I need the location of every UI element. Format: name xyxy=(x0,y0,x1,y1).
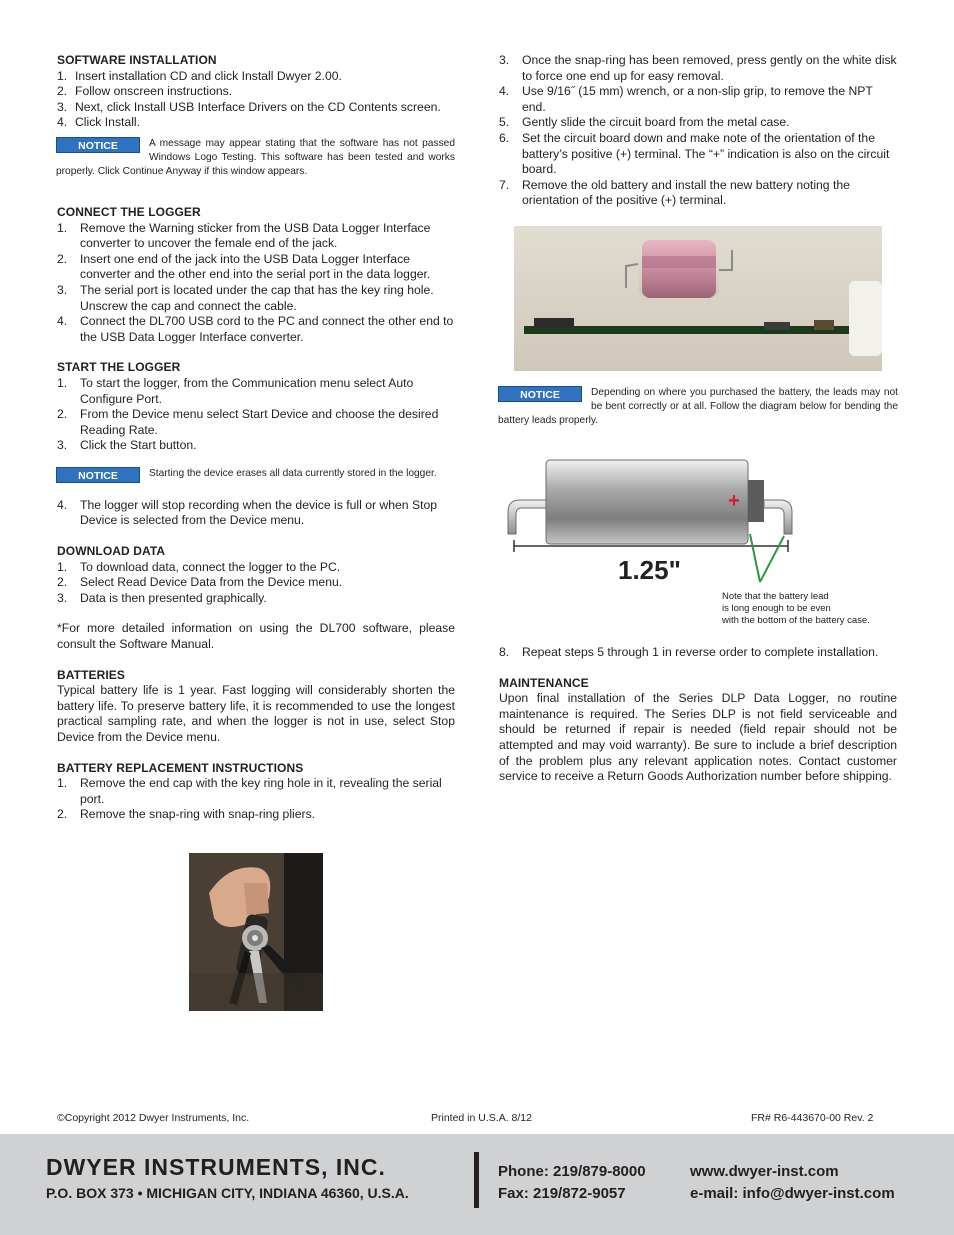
fax-number: Fax: 219/872-9057 xyxy=(498,1185,626,1202)
notice-text: Depending on where you purchased the battery, the leads may not be bent correctly or at all. Follow the diagram below for bending the battery leads properly. xyxy=(498,387,898,426)
diagram-note-line-3: with the bottom of the battery case. xyxy=(722,615,870,626)
company-address: P.O. BOX 373 • MICHIGAN CITY, INDIANA 46360, U.S.A. xyxy=(46,1185,409,1201)
section-heading: DOWNLOAD DATA xyxy=(57,544,166,559)
section-heading: MAINTENANCE xyxy=(499,675,589,690)
pliers-photo-illustration xyxy=(189,853,323,1011)
right-column xyxy=(499,53,897,209)
battery-diagram-illustration xyxy=(498,452,898,632)
list-item: 8. Repeat steps 5 through 1 in reverse order to complete installation. xyxy=(499,645,879,659)
list-item: 2. Select Read Device Data from the Device menu. xyxy=(57,575,343,590)
software-steps xyxy=(57,69,455,131)
batteries-section xyxy=(57,668,455,746)
list-item: 2. From the Device menu select Start Device and choose the desired Reading Rate. xyxy=(57,407,439,437)
maintenance-paragraph: Upon final installation of the Series DLP Data Logger, no routine maintenance is required. The Series DLP is not field serviceable and should be returned if repair is needed (field repair should not be attempted and may void warranty). Be sure to include a brief description of the problem plus any relevant application notes. Contact customer service to receive a Return Goods Authorization number before shipping. xyxy=(499,691,897,784)
list-item: 1. Insert installation CD and click Install Dwyer 2.00. xyxy=(57,68,342,83)
list-item: 2. Insert one end of the jack into the USB Data Logger Interface converter and the other end into the serial port in the data logger. xyxy=(57,251,431,282)
list-item: 3. Data is then presented graphically. xyxy=(57,590,267,605)
diagram-note-line-2: is long enough to be even xyxy=(722,603,831,614)
maintenance-section xyxy=(499,676,897,785)
list-item: 1. To download data, connect the logger to the PC. xyxy=(57,559,341,574)
list-item: 3. The serial port is located under the cap that has the key ring hole. Unscrew the cap and connect the cable. xyxy=(57,282,434,313)
replacement-step-8 xyxy=(499,645,897,661)
list-item: 3. Once the snap-ring has been removed, press gently on the white disk to force one end up for easy removal. xyxy=(499,53,897,83)
printed-text: Printed in U.S.A. 8/12 xyxy=(431,1112,532,1124)
left-column xyxy=(57,53,455,838)
plus-terminal-mark: + xyxy=(728,490,740,512)
notice-badge: NOTICE xyxy=(498,386,582,402)
list-item: 1. To start the logger, from the Communication menu select Auto Configure Port. xyxy=(57,375,414,406)
start-logger-section xyxy=(57,360,455,529)
list-item: 1. Remove the end cap with the key ring hole in it, revealing the serial port. xyxy=(57,776,442,806)
list-item: 7. Remove the old battery and install the new battery noting the orientation of the positive (+) terminal. xyxy=(499,177,850,208)
download-data-section xyxy=(57,544,455,653)
notice-box xyxy=(498,386,898,428)
software-manual-footnote: *For more detailed information on using the DL700 software, please consult the Software Manual. xyxy=(57,621,455,652)
form-number: FR# R6-443670-00 Rev. 2 xyxy=(751,1112,874,1124)
list-item: 4. Use 9/16˝ (15 mm) wrench, or a non-slip grip, to remove the NPT end. xyxy=(499,84,873,114)
section-heading: SOFTWARE INSTALLATION xyxy=(57,53,217,67)
connect-logger-section xyxy=(57,205,455,345)
right-column-lower xyxy=(499,645,897,785)
section-heading: CONNECT THE LOGGER xyxy=(57,204,201,219)
list-item: 3. Click the Start button. xyxy=(57,438,197,453)
footer-divider xyxy=(474,1152,479,1208)
notice-box xyxy=(56,137,455,179)
battery-lead-diagram xyxy=(498,452,898,632)
software-installation-section xyxy=(57,53,455,179)
list-item: 1. Remove the Warning sticker from the USB Data Logger Interface converter to uncover the female end of the jack. xyxy=(57,220,431,251)
list-item: 4. Click Install. xyxy=(57,115,141,130)
circuit-board-battery-photo xyxy=(514,226,882,371)
list-item: 5. Gently slide the circuit board from the metal case. xyxy=(499,115,790,130)
company-name: DWYER INSTRUMENTS, INC. xyxy=(46,1154,386,1180)
list-item: 4. Connect the DL700 USB cord to the PC and connect the other end to the USB Data Logger Interface converter. xyxy=(57,314,454,344)
phone-number: Phone: 219/879-8000 xyxy=(498,1163,646,1180)
start-steps xyxy=(57,376,455,454)
notice-box xyxy=(56,467,455,481)
replacement-steps-cont xyxy=(499,53,897,209)
circuit-board-photo-illustration xyxy=(514,226,882,371)
list-item: 2. Remove the snap-ring with snap-ring pliers. xyxy=(57,807,316,822)
list-item: 3. Next, click Install USB Interface Drivers on the CD Contents screen. xyxy=(57,99,441,114)
start-steps-cont xyxy=(57,498,455,529)
diagram-note-line-1: Note that the battery lead xyxy=(722,591,829,602)
notice-badge: NOTICE xyxy=(56,467,140,483)
connect-steps xyxy=(57,221,455,346)
section-heading: START THE LOGGER xyxy=(57,360,181,375)
section-heading: BATTERIES xyxy=(57,667,126,682)
notice-badge: NOTICE xyxy=(56,137,140,153)
dimension-label: 1.25" xyxy=(618,555,681,585)
notice-text: Starting the device erases all data currently stored in the logger. xyxy=(149,467,437,479)
battery-replacement-section xyxy=(57,761,455,823)
email-link[interactable]: e-mail: info@dwyer-inst.com xyxy=(690,1185,895,1202)
list-item: 6. Set the circuit board down and make note of the orientation of the battery’s positive (+) terminal. The “+” indication is also on the circuit board. xyxy=(499,130,890,177)
snap-ring-pliers-photo xyxy=(189,853,323,1011)
batteries-paragraph: Typical battery life is 1 year. Fast logging will considerably shorten the battery life. To preserve battery life, it is recommended to use the longest practical sampling rate, and when the logger is not in use, select Stop Device from the Device menu. xyxy=(57,683,455,744)
download-steps xyxy=(57,560,455,607)
website-link[interactable]: www.dwyer-inst.com xyxy=(690,1163,839,1180)
copyright-text: ©Copyright 2012 Dwyer Instruments, Inc. xyxy=(57,1112,250,1124)
replacement-steps xyxy=(57,776,455,823)
section-heading: BATTERY REPLACEMENT INSTRUCTIONS xyxy=(57,760,304,775)
notice-text: A message may appear stating that the software has not passed Windows Logo Testing. This software has been tested and works properly. Click Continue Anyway if this window appears. xyxy=(56,137,455,177)
list-item: 4. The logger will stop recording when the device is full or when Stop Device is selected from the Device menu. xyxy=(57,497,438,528)
list-item: 2. Follow onscreen instructions. xyxy=(57,84,233,99)
